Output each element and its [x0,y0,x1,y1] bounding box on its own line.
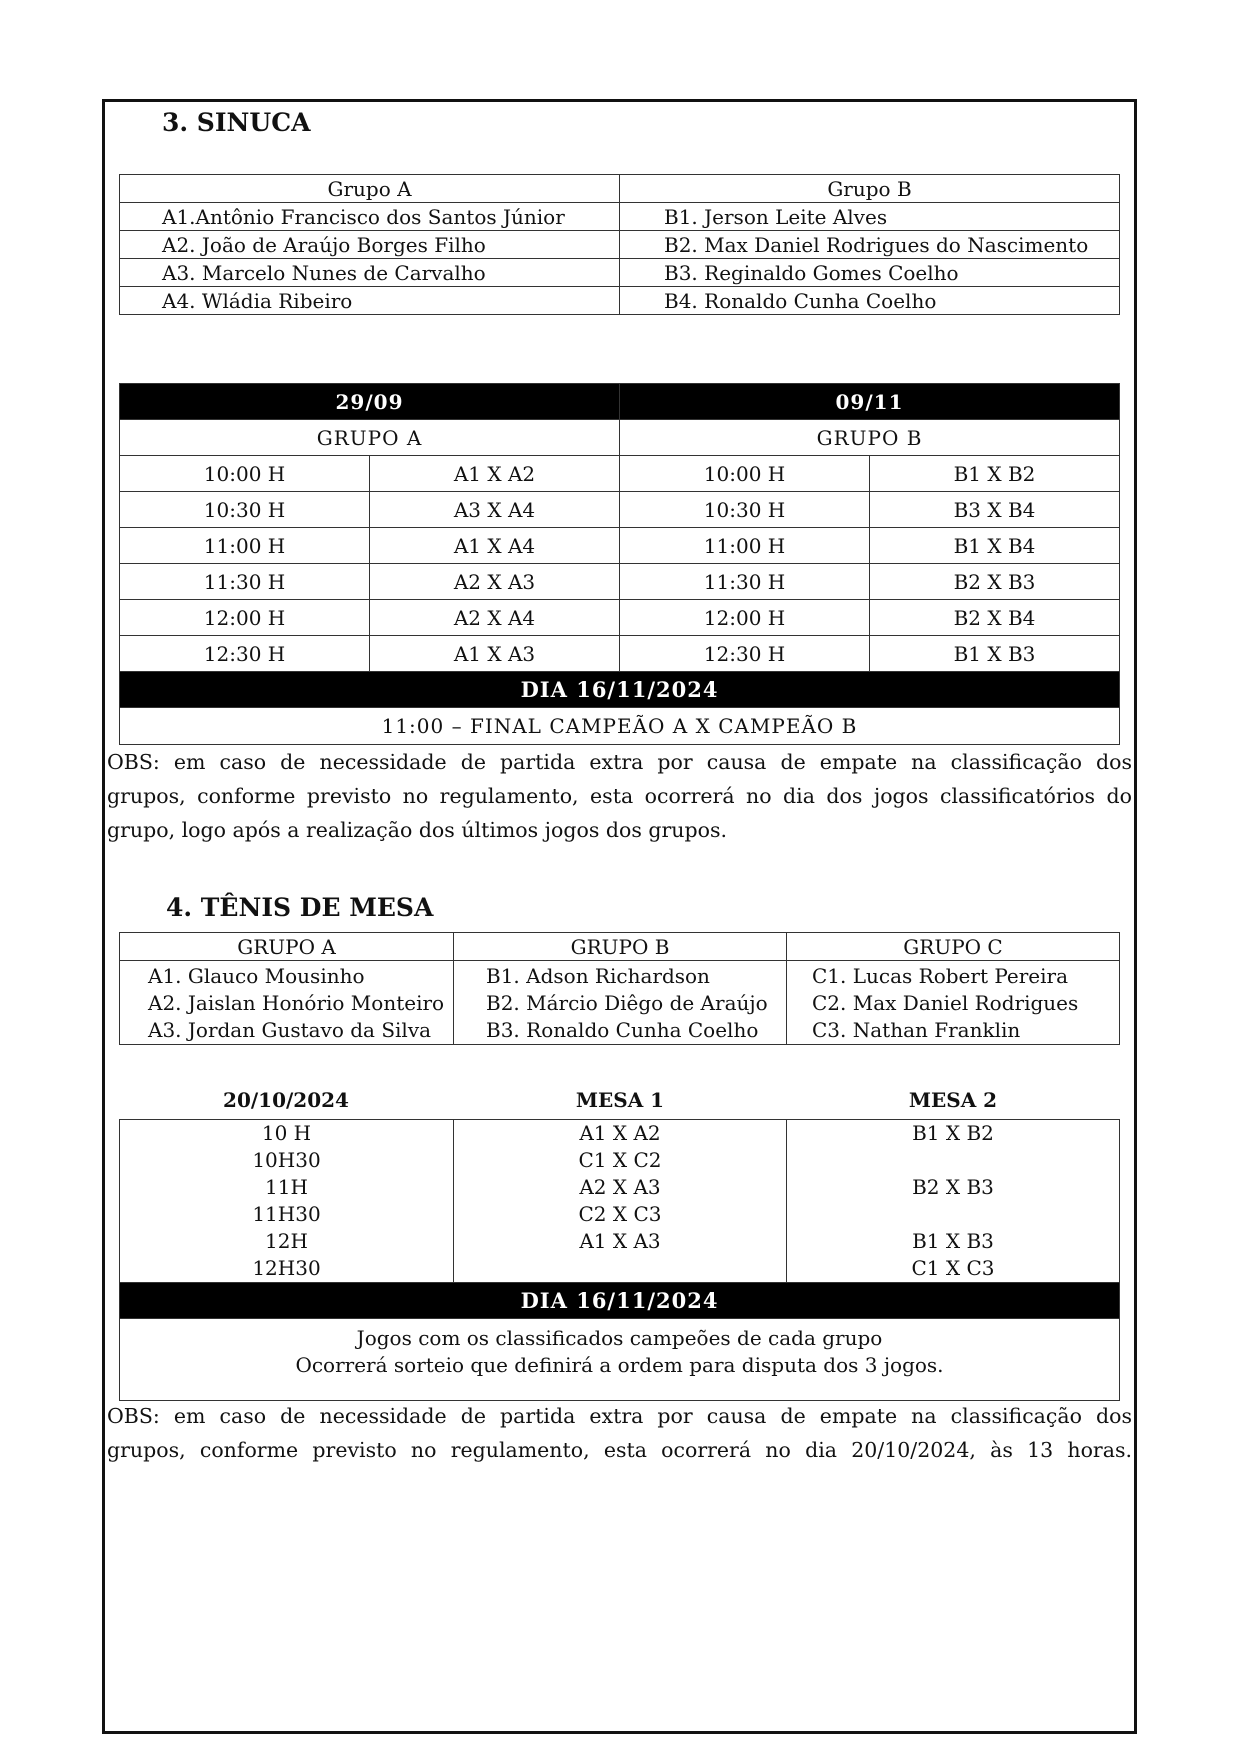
group-header: GRUPO A [120,933,454,961]
obs-line: OBS: em caso de necessidade de partida extra por causa de empate na classificação dos [107,750,1132,774]
player-cell: A2. João de Araújo Borges Filho [120,231,620,259]
group-header: Grupo B [620,175,1120,203]
match-item: C1 X C3 [911,1256,995,1280]
match-cell: B2 X B4 [870,600,1120,636]
match-item: B1 X B3 [912,1229,994,1253]
times-column [120,1120,454,1283]
section-title-tenis: 4. TÊNIS DE MESA [166,893,434,922]
match-item [454,1255,786,1282]
obs-line: OBS: em caso de necessidade de partida extra por causa de empate na classificação dos [107,1404,1132,1428]
table-row [120,528,1120,564]
time-cell: 11:30 H [620,564,870,600]
player-cell: B1. Jerson Leite Alves [620,203,1120,231]
table-row [120,1319,1120,1401]
schedule-date-header: 20/10/2024 [223,1088,349,1112]
date-header: 09/11 [620,384,1120,420]
player-cell: B2. Max Daniel Rodrigues do Nascimento [620,231,1120,259]
match-cell: A1 X A2 [370,456,620,492]
player-cell: A4. Wládia Ribeiro [120,287,620,315]
group-a-list [120,961,454,1045]
player-item: A1. Glauco Mousinho [148,964,365,988]
player-cell: A1.Antônio Francisco dos Santos Júnior [120,203,620,231]
group-c-list [787,961,1120,1045]
table-row [120,636,1120,672]
match-item: B1 X B2 [912,1121,994,1145]
table-row [120,933,1120,961]
time-item: 10 H [261,1121,312,1145]
table-row [120,259,1120,287]
match-item [787,1147,1119,1174]
group-label: GRUPO B [620,420,1120,456]
obs-line: grupo, logo após a realização dos últimos jogos dos grupos. [107,818,728,842]
player-cell: A3. Marcelo Nunes de Carvalho [120,259,620,287]
match-cell: A3 X A4 [370,492,620,528]
time-cell: 11:00 H [120,528,370,564]
time-cell: 10:30 H [120,492,370,528]
match-cell: B2 X B3 [870,564,1120,600]
player-item: B1. Adson Richardson [486,964,710,988]
match-cell: B1 X B4 [870,528,1120,564]
player-cell: B3. Reginaldo Gomes Coelho [620,259,1120,287]
match-cell: A2 X A4 [370,600,620,636]
final-text: 11:00 – FINAL CAMPEÃO A X CAMPEÃO B [120,708,1120,745]
player-item: B3. Ronaldo Cunha Coelho [486,1018,759,1042]
match-item: C1 X C2 [578,1148,662,1172]
table-row [120,384,1120,420]
match-item [787,1201,1119,1228]
table-row [120,287,1120,315]
mesa-2-header: MESA 2 [908,1088,998,1112]
time-cell: 11:30 H [120,564,370,600]
player-item: C3. Nathan Franklin [812,1018,1021,1042]
time-cell: 12:00 H [620,600,870,636]
table-row [120,203,1120,231]
time-item: 10H30 [252,1148,321,1172]
table-row [120,492,1120,528]
time-item: 12H30 [252,1256,321,1280]
tenis-schedule-table [119,1119,1120,1401]
match-item: C2 X C3 [578,1202,662,1226]
table-row [120,600,1120,636]
match-cell: A1 X A3 [370,636,620,672]
group-header: GRUPO B [454,933,787,961]
obs-note-sinuca [107,745,1132,847]
final-line: Jogos com os classificados campeões de cada grupo [356,1326,883,1350]
table-row [120,420,1120,456]
final-description [120,1319,1120,1401]
mesa-1-header: MESA 1 [575,1088,665,1112]
match-cell: B1 X B3 [870,636,1120,672]
sinuca-groups-table [119,174,1120,315]
table-row [120,1283,1120,1319]
final-line: Ocorrerá sorteio que definirá a ordem para disputa dos 3 jogos. [295,1353,944,1377]
time-item: 11H30 [252,1202,321,1226]
match-cell: B3 X B4 [870,492,1120,528]
player-item: C1. Lucas Robert Pereira [812,964,1069,988]
time-cell: 10:00 H [120,456,370,492]
match-cell: B1 X B2 [870,456,1120,492]
match-cell: A1 X A4 [370,528,620,564]
match-cell: A2 X A3 [370,564,620,600]
time-item: 12H [265,1229,308,1253]
group-header: GRUPO C [787,933,1120,961]
sinuca-schedule-table [119,383,1120,745]
tenis-groups-table [119,932,1120,1045]
match-item: A1 X A2 [579,1121,661,1145]
table-row [120,961,1120,1045]
match-item: A1 X A3 [579,1229,661,1253]
table-row [120,231,1120,259]
time-item: 11H [265,1175,308,1199]
player-item: A3. Jordan Gustavo da Silva [148,1018,432,1042]
section-title-sinuca: 3. SINUCA [162,108,311,137]
obs-note-tenis [107,1399,1132,1467]
match-item: B2 X B3 [912,1175,994,1199]
group-label: GRUPO A [120,420,620,456]
player-cell: B4. Ronaldo Cunha Coelho [620,287,1120,315]
time-cell: 11:00 H [620,528,870,564]
obs-line: grupos, conforme previsto no regulamento, esta ocorrerá no dia dos jogos classificatórios do [107,784,1132,808]
obs-line: grupos, conforme previsto no regulamento, esta ocorrerá no dia 20/10/2024, às 13 horas. [107,1438,1132,1462]
time-cell: 10:00 H [620,456,870,492]
mesa-2-column [787,1120,1120,1283]
group-b-list [454,961,787,1045]
table-row [120,564,1120,600]
table-row [120,672,1120,708]
group-header: Grupo A [120,175,620,203]
player-item: A2. Jaislan Honório Monteiro [148,991,445,1015]
player-item: C2. Max Daniel Rodrigues [812,991,1079,1015]
table-row [120,708,1120,745]
final-day-banner: DIA 16/11/2024 [120,1283,1120,1319]
time-cell: 12:00 H [120,600,370,636]
final-day-banner: DIA 16/11/2024 [120,672,1120,708]
table-row [120,1120,1120,1283]
mesa-1-column [454,1120,787,1283]
date-header: 29/09 [120,384,620,420]
player-item: B2. Márcio Diêgo de Araújo [486,991,768,1015]
time-cell: 12:30 H [120,636,370,672]
time-cell: 12:30 H [620,636,870,672]
time-cell: 10:30 H [620,492,870,528]
table-row [120,456,1120,492]
table-row [120,175,1120,203]
match-item: A2 X A3 [579,1175,661,1199]
